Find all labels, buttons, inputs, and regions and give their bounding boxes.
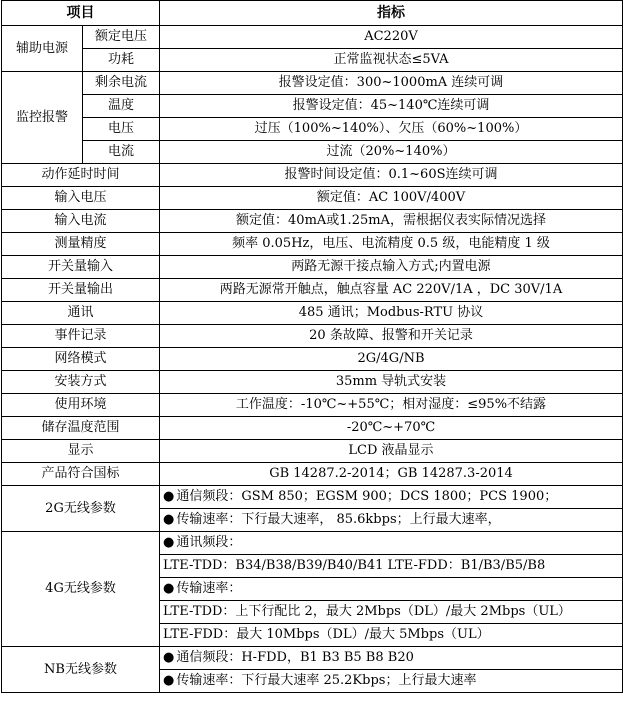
- table-row: [2, 210, 623, 233]
- spec-value: 报警设定值：300~1000mA 连续可调: [160, 72, 623, 95]
- spec-value: LTE-TDD：B34/B38/B39/B40/B41 LTE-FDD：B1/B3/B5/B8: [160, 555, 623, 578]
- bullet-text: 传输速率：: [176, 581, 242, 596]
- bullet-text: 传输速率：下行最大速率， 85.6kbps；上行最大速率，: [176, 512, 501, 527]
- spec-value: 报警时间设定值：0.1~60S连续可调: [160, 164, 623, 187]
- table-row: [2, 532, 623, 555]
- bullet-icon: ●: [163, 512, 175, 527]
- bullet-icon: ●: [163, 673, 175, 688]
- spec-value: 报警设定值：45~140℃连续可调: [160, 95, 623, 118]
- table-row: [2, 371, 623, 394]
- table-row: [2, 26, 623, 49]
- item-label: 安装方式: [2, 371, 160, 394]
- spec-value: 20 条故障、报警和开关记录: [160, 325, 623, 348]
- table-row: [2, 486, 623, 509]
- sub-item: 功耗: [83, 49, 160, 72]
- spec-value: [160, 532, 623, 555]
- spec-value: [160, 647, 623, 670]
- item-label: 输入电压: [2, 187, 160, 210]
- item-label: 开关量输出: [2, 279, 160, 302]
- bullet-text: 通信频段：H-FDD，B1 B3 B5 B8 B20: [176, 650, 414, 665]
- group-label-4g: 4G无线参数: [2, 532, 160, 647]
- item-label: 通讯: [2, 302, 160, 325]
- spec-value: LTE-FDD：最大 10Mbps（DL）/最大 5Mbps（UL）: [160, 624, 623, 647]
- sub-item: 电流: [83, 141, 160, 164]
- table-row: [2, 348, 623, 371]
- group-label-nb: NB无线参数: [2, 647, 160, 693]
- spec-value: 35mm 导轨式安装: [160, 371, 623, 394]
- table-row: [2, 417, 623, 440]
- table-row: [2, 118, 623, 141]
- header-item: 项目: [2, 1, 160, 26]
- table-row: [2, 187, 623, 210]
- item-label: 使用环境: [2, 394, 160, 417]
- spec-value: 工作温度：-10℃~+55℃；相对湿度：≤95%不结露: [160, 394, 623, 417]
- bullet-text: 通信频段：GSM 850；EGSM 900；DCS 1800；PCS 1900；: [176, 489, 558, 504]
- item-label: 储存温度范围: [2, 417, 160, 440]
- table-row: [2, 302, 623, 325]
- table-row: [2, 95, 623, 118]
- table-row: [2, 49, 623, 72]
- sub-item: 额定电压: [83, 26, 160, 49]
- spec-value: 2G/4G/NB: [160, 348, 623, 371]
- group-label-monitor-alarm: 监控报警: [2, 72, 83, 164]
- spec-value: 频率 0.05Hz，电压、电流精度 0.5 级，电能精度 1 级: [160, 233, 623, 256]
- item-label: 输入电流: [2, 210, 160, 233]
- spec-value: 过压（100%~140%）、欠压（60%~100%）: [160, 118, 623, 141]
- table-row: [2, 394, 623, 417]
- item-label: 显示: [2, 440, 160, 463]
- spec-value: [160, 509, 623, 532]
- table-row: [2, 463, 623, 486]
- bullet-text: 传输速率：下行最大速率 25.2Kbps；上行最大速率: [176, 673, 477, 688]
- spec-value: 两路无源常开触点，触点容量 AC 220V/1A ，DC 30V/1A: [160, 279, 623, 302]
- spec-value: [160, 670, 623, 693]
- item-label: 测量精度: [2, 233, 160, 256]
- item-label: 产品符合国标: [2, 463, 160, 486]
- bullet-icon: ●: [163, 489, 175, 504]
- header-row: [2, 1, 623, 26]
- spec-value: [160, 578, 623, 601]
- bullet-icon: ●: [163, 581, 175, 596]
- item-label: 动作延时时间: [2, 164, 160, 187]
- spec-value: 两路无源干接点输入方式;内置电源: [160, 256, 623, 279]
- table-row: [2, 256, 623, 279]
- table-row: [2, 164, 623, 187]
- spec-value: LCD 液晶显示: [160, 440, 623, 463]
- spec-value: [160, 486, 623, 509]
- sub-item: 剩余电流: [83, 72, 160, 95]
- spec-table: [1, 0, 623, 693]
- bullet-text: 通讯频段：: [176, 535, 242, 550]
- item-label: 事件记录: [2, 325, 160, 348]
- bullet-icon: ●: [163, 535, 175, 550]
- table-row: [2, 141, 623, 164]
- group-label-aux-power: 辅助电源: [2, 26, 83, 72]
- item-label: 开关量输入: [2, 256, 160, 279]
- sub-item: 电压: [83, 118, 160, 141]
- table-row: [2, 233, 623, 256]
- spec-value: 485 通讯；Modbus-RTU 协议: [160, 302, 623, 325]
- spec-value: 正常监视状态≤5VA: [160, 49, 623, 72]
- spec-value: AC220V: [160, 26, 623, 49]
- table-row: [2, 325, 623, 348]
- spec-value: LTE-TDD：上下行配比 2，最大 2Mbps（DL）/最大 2Mbps（UL）: [160, 601, 623, 624]
- table-row: [2, 647, 623, 670]
- group-label-2g: 2G无线参数: [2, 486, 160, 532]
- spec-value: -20℃~+70℃: [160, 417, 623, 440]
- table-row: [2, 72, 623, 95]
- spec-value: GB 14287.2-2014；GB 14287.3-2014: [160, 463, 623, 486]
- spec-value: 额定值：AC 100V/400V: [160, 187, 623, 210]
- item-label: 网络模式: [2, 348, 160, 371]
- sub-item: 温度: [83, 95, 160, 118]
- spec-value: 过流（20%~140%）: [160, 141, 623, 164]
- table-row: [2, 279, 623, 302]
- bullet-icon: ●: [163, 650, 175, 665]
- spec-value: 额定值：40mA或1.25mA，需根据仪表实际情况选择: [160, 210, 623, 233]
- table-row: [2, 440, 623, 463]
- header-spec: 指标: [160, 1, 623, 26]
